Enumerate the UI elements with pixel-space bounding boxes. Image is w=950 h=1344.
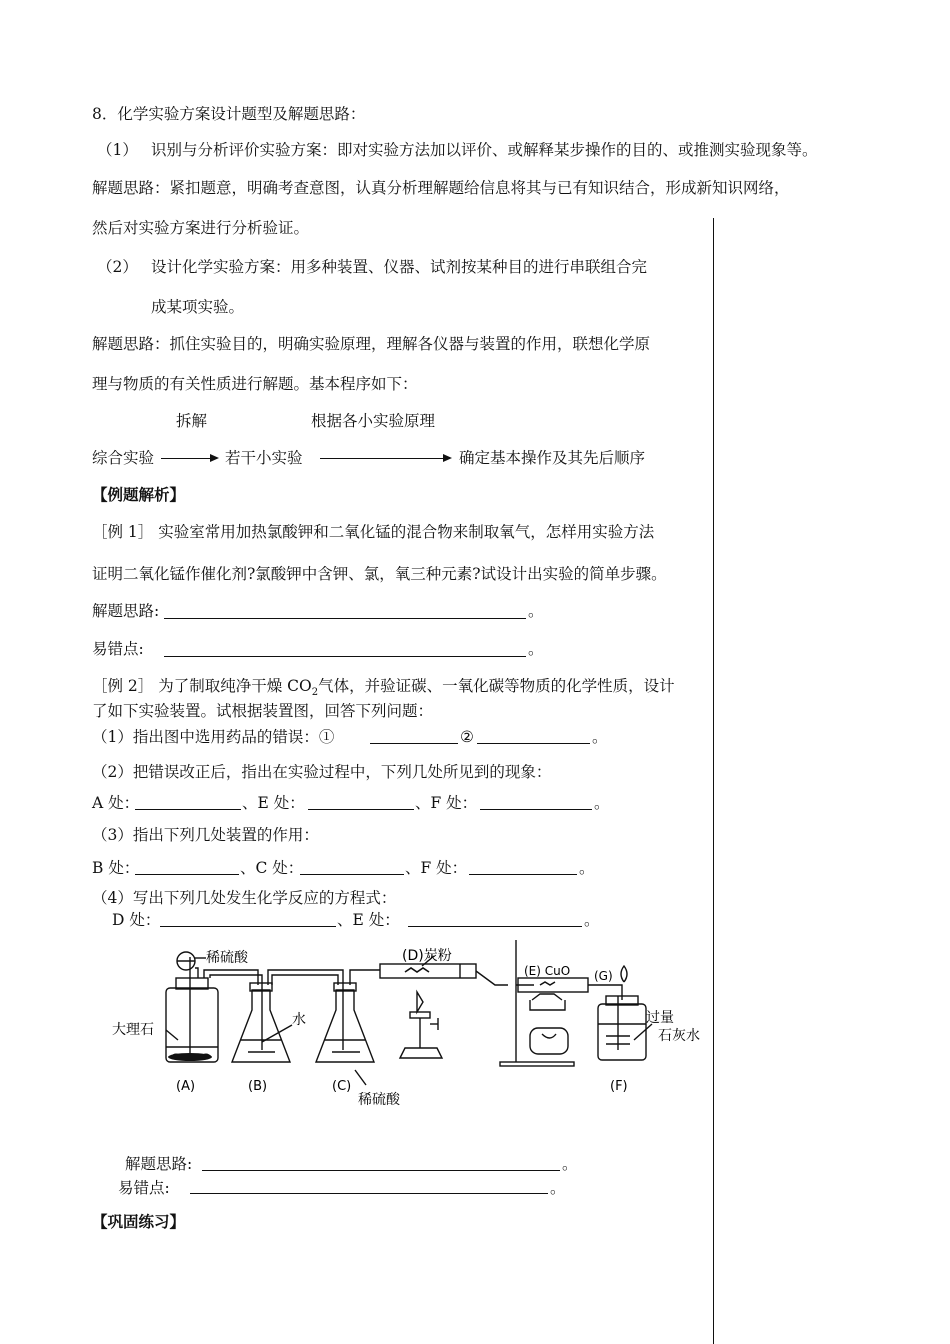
part2-text-line1: 设计化学实验方案：用多种装置、仪器、试剂按某种目的进行串联组合完: [151, 258, 648, 276]
part2-approach-line1: 解题思路：抓住实验目的，明确实验原理，理解各仪器与装置的作用，联想化学原: [92, 335, 651, 353]
part1-approach-line2: 然后对实验方案进行分析验证。: [92, 219, 310, 237]
q1-end: 。: [592, 728, 608, 746]
flow-step-comprehensive: 综合实验: [92, 449, 155, 467]
q4-e-blank: [408, 926, 582, 927]
flow-arrow-1: [161, 458, 217, 459]
q3-c-label: 、C 处：: [240, 859, 304, 877]
label-dilute-acid-bottom: 稀硫酸: [358, 1092, 400, 1108]
q2-end: 。: [594, 794, 610, 812]
flask-c: [316, 990, 374, 1062]
flow-label-principle: 根据各小实验原理: [311, 412, 436, 430]
after-approach-label: 解题思路:: [125, 1155, 193, 1173]
q1-blank1: [370, 743, 458, 744]
example2-line1: ［例 2］ 为了制取纯净干燥 $CO_2$气体，并验证碳、一氧化碳等物质的化学性质，设计: [92, 677, 675, 699]
q4-e-label: 、E 处：: [337, 911, 400, 929]
margin-vertical-rule: [713, 218, 714, 1344]
q2-e-label: 、E 处：: [242, 794, 305, 812]
example1-approach-label: 解题思路:: [92, 602, 160, 620]
example1-line2: 证明二氧化锰作催化剂?氯酸钾中含钾、氯，氧三种元素?试设计出实验的简单步骤。: [92, 565, 667, 583]
q3-f-blank: [469, 874, 577, 875]
label-excess: 过量: [646, 1010, 674, 1026]
example2-line2: 了如下实验装置。试根据装置图，回答下列问题：: [92, 702, 434, 720]
example-heading: 【例题解析】: [92, 485, 186, 504]
bottle-f: [598, 1004, 646, 1060]
part1-approach-line1: 解题思路：紧扣题意，明确考查意图，认真分析理解题给信息将其与已有知识结合，形成新知识网络，: [92, 179, 790, 197]
label-a: (A): [176, 1079, 196, 1094]
q3-end: 。: [579, 859, 595, 877]
example1-mistakes-end: 。: [528, 640, 544, 658]
flow-step-small-experiments: 若干小实验: [225, 449, 303, 467]
flow-label-disassemble: 拆解: [176, 412, 208, 430]
q3-c-blank: [300, 874, 404, 875]
example1-mistakes-blank: [164, 656, 526, 657]
part1-number: （1）: [97, 141, 138, 159]
example1-mistakes-label: 易错点:: [92, 640, 144, 658]
label-g: (G): [594, 969, 613, 983]
q2-a-label: A 处：: [92, 794, 140, 812]
label-dilute-acid-top: 稀硫酸: [206, 950, 248, 966]
q4-text: （4）写出下列几处发生化学反应的方程式：: [92, 889, 397, 907]
label-marble: 大理石: [112, 1022, 154, 1038]
flask-b: [232, 990, 290, 1062]
after-approach-blank: [202, 1170, 560, 1171]
bottle-a: [166, 988, 218, 1062]
q4-d-blank: [160, 926, 336, 927]
label-b: (B): [248, 1079, 268, 1094]
after-mistakes-label: 易错点:: [118, 1179, 170, 1197]
example1-approach-blank: [164, 618, 526, 619]
q2-a-blank: [135, 809, 241, 810]
q2-f-blank: [480, 809, 592, 810]
q3-b-blank: [135, 874, 239, 875]
section-heading: 8．化学实验方案设计题型及解题思路：: [92, 105, 366, 123]
q3-f-label: 、F 处：: [405, 859, 468, 877]
label-limewater: 石灰水: [658, 1028, 700, 1044]
flow-step-determine-order: 确定基本操作及其先后顺序: [459, 449, 646, 467]
q3-b-label: B 处：: [92, 859, 140, 877]
q4-d-label: D 处：: [112, 911, 161, 929]
label-water: 水: [292, 1012, 306, 1028]
q1-mark2: ②: [460, 728, 474, 746]
part2-number: （2）: [97, 258, 138, 276]
q2-f-label: 、F 处：: [415, 794, 478, 812]
label-cuo: (E) CuO: [524, 964, 571, 978]
after-mistakes-end: 。: [550, 1179, 566, 1197]
part1-text: 识别与分析评价实验方案：即对实验方法加以评价、或解释某步操作的目的、或推测实验现象等。: [151, 141, 818, 159]
label-f: (F): [610, 1079, 628, 1094]
q2-text: （2）把错误改正后，指出在实验过程中，下列几处所见到的现象：: [92, 763, 552, 781]
example1-approach-end: 。: [528, 602, 544, 620]
apparatus-diagram: [100, 932, 720, 1117]
label-c: (C): [332, 1079, 352, 1094]
flow-arrow-2: [320, 458, 450, 459]
q4-end: 。: [584, 911, 600, 929]
part2-text-line2: 成某项实验。: [151, 298, 245, 316]
q3-text: （3）指出下列几处装置的作用：: [92, 826, 319, 844]
after-mistakes-blank: [190, 1193, 548, 1194]
part2-approach-line2: 理与物质的有关性质进行解题。基本程序如下：: [92, 375, 418, 393]
practice-heading: 【巩固练习】: [92, 1212, 186, 1231]
example1-line1: ［例 1］ 实验室常用加热氯酸钾和二氧化锰的混合物来制取氧气，怎样用实验方法: [92, 523, 655, 541]
q1-text: （1）指出图中选用药品的错误：①: [92, 728, 335, 746]
q1-blank2: [477, 743, 590, 744]
after-approach-end: 。: [562, 1155, 578, 1173]
label-carbon-powder: (D)炭粉: [402, 948, 452, 964]
q2-e-blank: [308, 809, 414, 810]
